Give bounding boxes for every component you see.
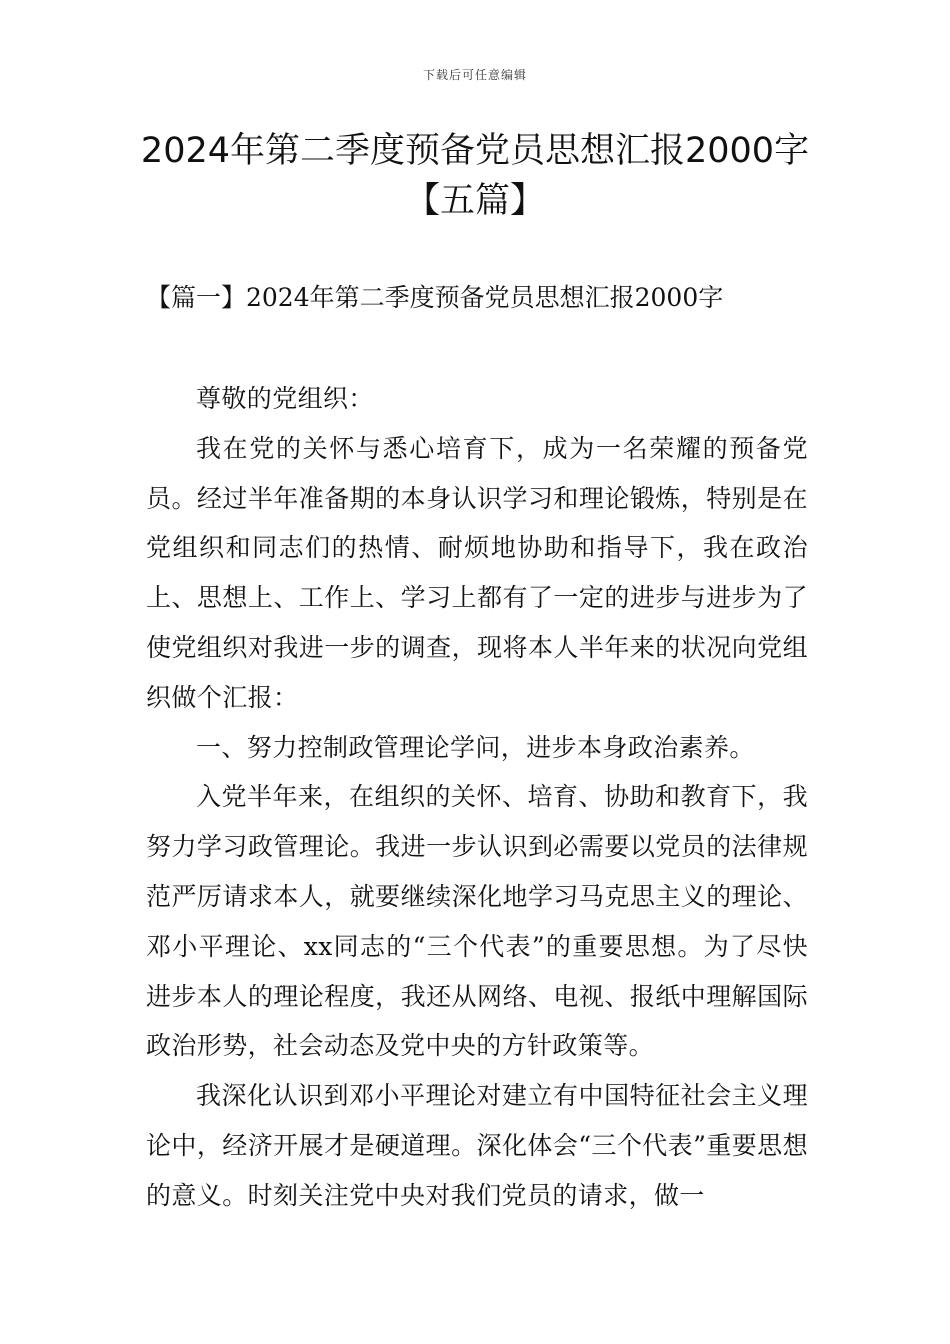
body-paragraph: 入党半年来，在组织的关怀、培育、协助和教育下，我努力学习政管理论。我进一步认识到必需要以党员的法律规范严厉请求本人，就要继续深化地学习马克思主义的理论、邓小平理论、xx同志的“三个代表”的重要思想。为了尽快进步本人的理论程度，我还从网络、电视、报纸中理解国际政治形势，社会动态及党中央的方针政策等。 [146, 782, 808, 1061]
salutation: 尊敬的党组织： [196, 384, 374, 413]
section-heading: 【篇一】2024年第二季度预备党员思想汇报2000字 [146, 283, 724, 312]
document-title [100, 126, 850, 226]
body-paragraph: 我深化认识到邓小平理论对建立有中国特征社会主义理论中，经济开展才是硬道理。深化体会“三个代表”重要思想的意义。时刻关注党中央对我们党员的请求，做一 [146, 1081, 808, 1210]
body-paragraph: 我在党的关怀与悉心培育下，成为一名荣耀的预备党员。经过半年准备期的本身认识学习和理论锻炼，特别是在党组织和同志们的热情、耐烦地协助和指导下，我在政治上、思想上、工作上、学习上都有了一定的进步与进步为了使党组织对我进一步的调查，现将本人半年来的状况向党组织做个汇报： [146, 433, 808, 712]
title-line-1: 2024年第二季度预备党员思想汇报2000字 [140, 131, 810, 171]
header-note: 下载后可任意编辑 [422, 68, 527, 82]
document-body [146, 374, 808, 1221]
title-line-2: 【五篇】 [404, 181, 545, 221]
body-paragraph: 一、努力控制政管理论学问，进步本身政治素养。 [196, 732, 755, 762]
